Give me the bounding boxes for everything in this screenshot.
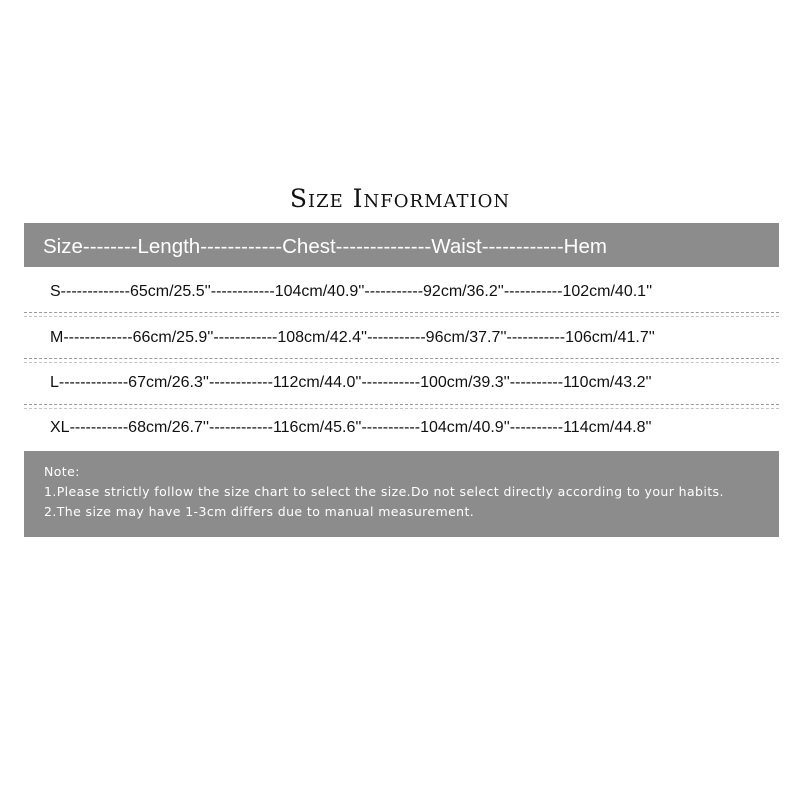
row-divider <box>24 358 779 359</box>
note-box <box>24 451 779 537</box>
row-divider <box>24 404 779 405</box>
note-line-2: 2.The size may have 1-3cm differs due to manual measurement. <box>44 504 475 519</box>
note-line-1: 1.Please strictly follow the size chart to select the size.Do not select directly according to your habits. <box>44 484 724 499</box>
note-heading: Note: <box>44 464 80 479</box>
size-row-xl: XL-----------68cm/26.7''------------116cm/45.6''-----------104cm/40.9''----------114cm/44.8'' <box>50 419 652 436</box>
size-row-m: M-------------66cm/25.9''------------108cm/42.4''-----------96cm/37.7''-----------106cm/41.7'' <box>50 329 655 346</box>
size-row-l: L-------------67cm/26.3''------------112cm/44.0''-----------100cm/39.3''----------110cm/43.2'' <box>50 374 652 391</box>
row-divider <box>24 312 779 313</box>
page-title: Size Information <box>289 184 511 213</box>
size-row-s: S-------------65cm/25.5''------------104cm/40.9''-----------92cm/36.2''-----------102cm/40.1'' <box>50 283 653 300</box>
size-table-header: Size--------Length------------Chest--------------Waist------------Hem <box>24 223 779 267</box>
